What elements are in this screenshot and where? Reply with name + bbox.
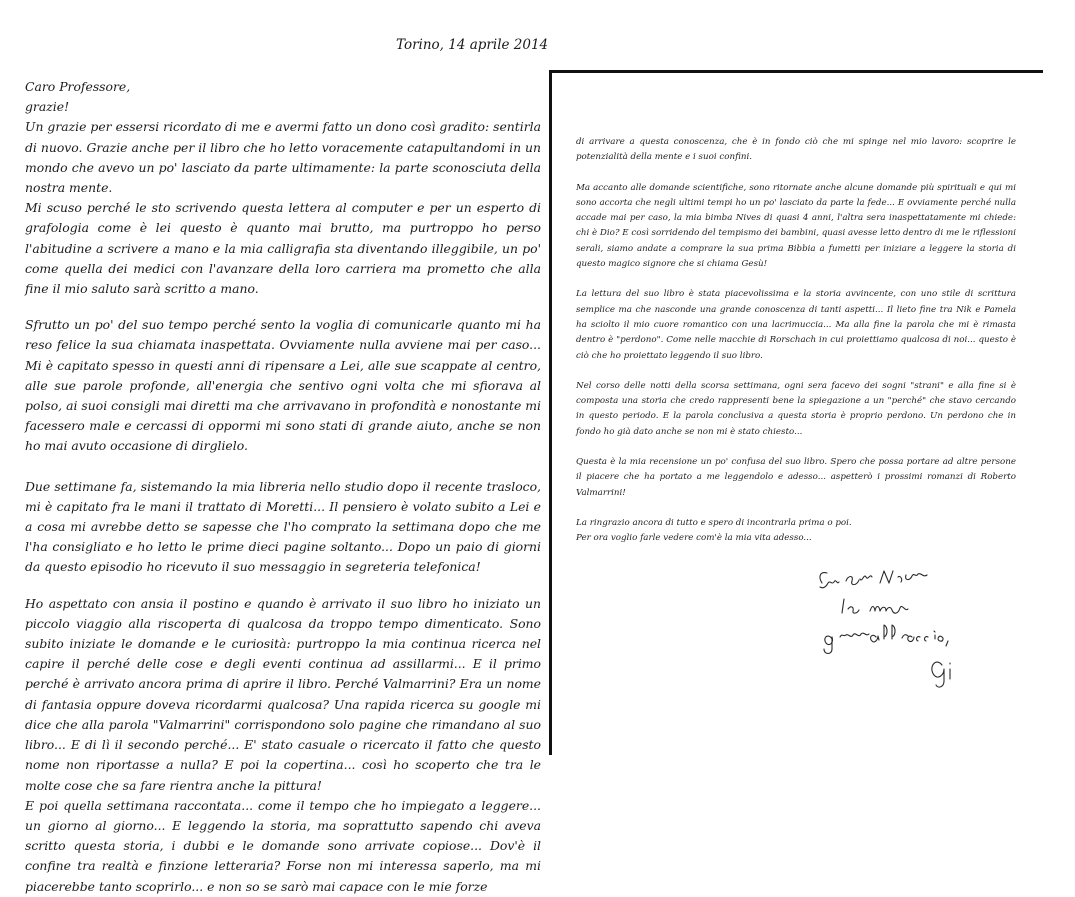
handwritten-signature <box>814 565 974 690</box>
paragraph: Ho aspettato con ansia il postino e quando è arrivato il suo libro ho iniziato un piccolo viaggio alla riscoperta di qualcosa da troppo tempo dimenticato. Sono subito iniziate le domande e le curiosità: purtroppo la mia continua ricerca nel capire il perché delle cose e degli eventi continua ad assillarmi... E il primo perché è arrivato ancora prima di aprire il libro. Perché Valmarrini? Era un nome di fantasia oppure doveva ricordarmi qualcosa? Una rapida ricerca su google mi dice che alla parola "Valmarrini" corrispondono solo pagine che rimandano al suo libro... E di lì il secondo perché... E' stato casuale o ricercato il fatto che questo nome non riportasse a nulla? E poi la copertina... così ho scoperto che tra le molte cose che sa fare rientra anche la pittura! <box>25 595 541 793</box>
paragraph: Mi scuso perché le sto scrivendo questa lettera al computer e per un esperto di grafologia come è lei questo è quanto mai brutto, ma purtroppo ho perso l'abitudine a scrivere a mano e la mia calligrafia sta diventando illeggibile, un po' come quella dei medici con l'avanzare della loro carriera ma prometto che alla fine il mio saluto sarà scritto a mano. <box>25 200 541 297</box>
signature-scribble <box>814 565 974 690</box>
paragraph: La lettura del suo libro è stata piacevolissima e la storia avvincente, con uno stile di scrittura semplice ma che nasconde una grande conoscenza di tanti aspetti... Il lieto fine tra Nik e Pamela ha sciolto il mio cuore romantico con una lacrimuccia... Ma alla fine la parola che mi è rimasta dentro è "perdono". Come nelle macchie di Rorschach in cui proiettiamo qualcosa di noi... questo è ciò che ho proiettato leggendo il suo libro. <box>576 289 1016 361</box>
paragraph: di arrivare a questa conoscenza, che è in fondo ciò che mi spinge nel mio lavoro: scoprire le potenzialità della mente e i suoi confini. <box>576 137 1016 163</box>
paragraph: Sfrutto un po' del suo tempo perché sento la voglia di comunicarle quanto mi ha reso felice la sua chiamata inaspettata. Ovviamente nulla avviene mai per caso... Mi è capitato spesso in questi anni di ripensare a Lei, alle sue scappate al centro, alle sue parole profonde, all'energia che sentivo ogni volta che mi sfiorava al polso, ai suoi consigli mai diretti ma che arrivavano in profondità e nonostante mi facessero male e cercassi di oppormi mi sono stati di grande aiuto, anche se non ho mai avuto occasione di dirglielo. <box>25 317 541 454</box>
letter-body-left <box>25 77 541 897</box>
paragraph: E poi quella settimana raccontata... come il tempo che ho impiegato a leggere... un giorno al giorno... E leggendo la storia, ma soprattutto sapendo chi aveva scritto questa storia, i dubbi e le domande sono arrivate copiose... Dov'è il confine tra realtà e finzione letteraria? Forse non mi interessa saperlo, ma mi piacerebbe tanto scoprirlo... e non so se sarò mai capace con le mie forze <box>25 797 541 894</box>
letter-date: Torino, 14 aprile 2014 <box>396 37 549 53</box>
closing-line: La ringrazio ancora di tutto e spero di incontrarla prima o poi. <box>576 517 852 528</box>
letter-body-right <box>576 135 1016 547</box>
paragraph: Un grazie per essersi ricordato di me e avermi fatto un dono così gradito: sentirla di nuovo. Grazie anche per il libro che ho letto voracemente catapultandomi in un mondo che avevo un po' lasciato da parte ultimamente: la parte sconosciuta della nostra mente. <box>25 119 541 196</box>
paragraph: Questa è la mia recensione un po' confusa del suo libro. Spero che possa portare ad altre persone il piacere che ha portato a me leggendolo e adesso... aspetterò i prossimi romanzi di Roberto Valmarrini! <box>576 457 1016 498</box>
paragraph: Due settimane fa, sistemando la mia libreria nello studio dopo il recente trasloco, mi è capitato fra le mani il trattato di Moretti... Il pensiero è volato subito a Lei e a cosa mi avrebbe detto se sapesse che l'ho comprato la settimana dopo che me l'ha consigliato e ho letto le prime dieci pagine soltanto... Dopo un paio di giorni da questo episodio ho ricevuto il suo messaggio in segreteria telefonica! <box>25 478 541 575</box>
letter-page-right-scan <box>549 70 1043 755</box>
closing-line: Per ora voglio farle vedere com'è la mia vita adesso... <box>576 533 812 544</box>
salutation: Caro Professore, <box>25 79 131 94</box>
thanks-line: grazie! <box>25 99 70 115</box>
paragraph: Ma accanto alle domande scientifiche, sono ritornate anche alcune domande più spirituali e qui mi sono accorta che negli ultimi tempi ho un po' lasciato da parte la fede... E ovviamente perché nulla accade mai per caso, la mia bimba Nives di quasi 4 anni, l'altra sera inaspettatamente mi chiede: chi è Dio? E così sorridendo del tempismo dei bambini, quasi avesse letto dentro di me le riflessioni serali, siamo andate a comprare la sua prima Bibbia a fumetti per iniziare a leggere la storia di questo magico signore che si chiama Gesù! <box>576 182 1017 270</box>
paragraph: Nel corso delle notti della scorsa settimana, ogni sera facevo dei sogni "strani" e alla fine si è composta una storia che credo rappresenti bene la spiegazione a un "perché" che stavo cercando in questo periodo. E la parola conclusiva a questa storia è proprio perdono. Un perdono che in fondo ho già dato anche se non mi è stato chiesto... <box>576 380 1016 437</box>
